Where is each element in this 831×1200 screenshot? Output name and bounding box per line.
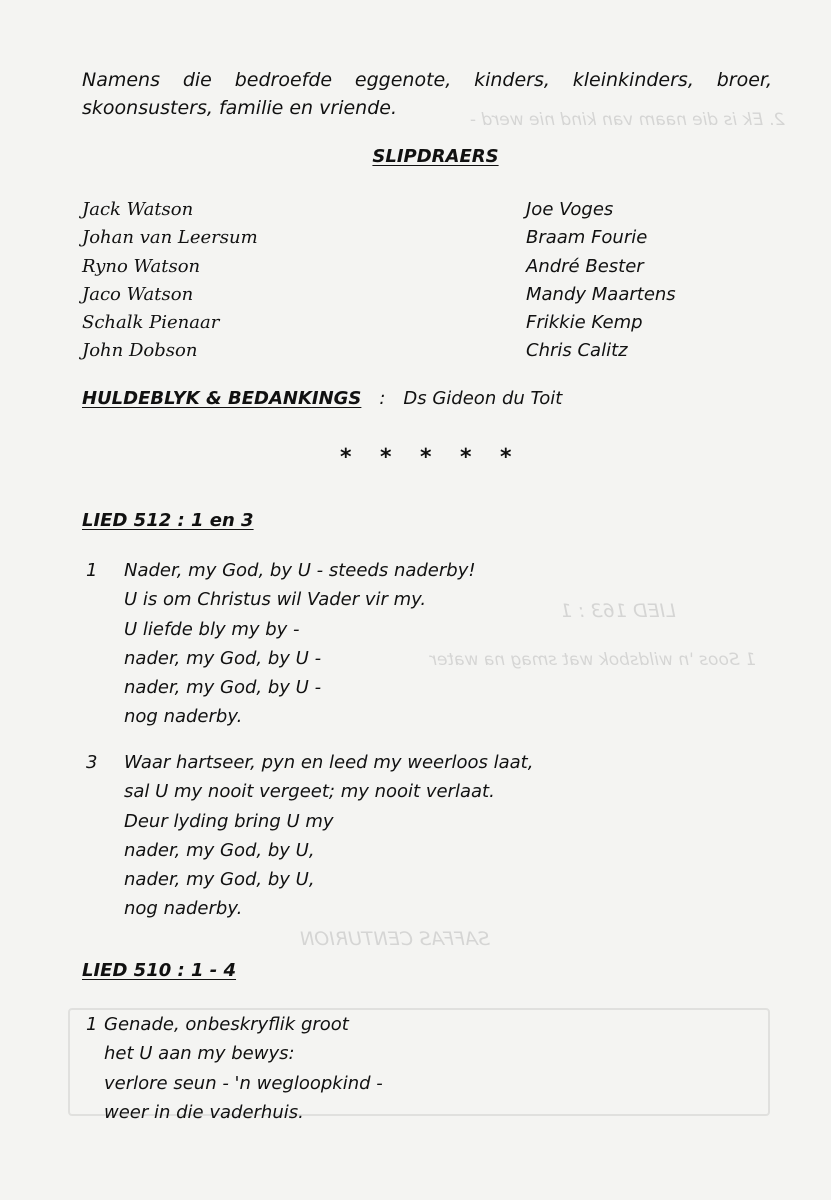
- hymn-verse: [86, 748, 533, 924]
- verse-line: Waar hartseer, pyn en leed my weerloos laat,: [124, 752, 534, 773]
- verse-line: het U aan my bewys:: [104, 1043, 295, 1065]
- verse-line: U is om Christus wil Vader vir my.: [124, 589, 427, 611]
- verse-line: U liefde bly my by -: [124, 618, 300, 640]
- tribute-separator: :: [379, 388, 386, 409]
- verse-line: sal U my nooit vergeet; my nooit verlaat.: [124, 781, 495, 803]
- pallbearer-name: Mandy Maartens: [526, 283, 676, 305]
- show-through-text: SAFFAS CENTURION: [300, 928, 490, 950]
- verse-line: nog naderby.: [124, 706, 243, 728]
- hymn-verse: [86, 1010, 383, 1127]
- divider-star: *: [460, 445, 472, 470]
- tribute-heading: HULDEBLYK & BEDANKINGS: [82, 388, 362, 409]
- verse-line: nog naderby.: [124, 898, 243, 920]
- verse-line: nader, my God, by U,: [124, 869, 315, 891]
- hymn-verse: [86, 556, 476, 732]
- verse-line: weer in die vaderhuis.: [104, 1101, 304, 1123]
- divider-star: *: [340, 445, 352, 470]
- pallbearer-name: Johan van Leersum: [82, 227, 258, 249]
- divider-star: *: [420, 445, 432, 470]
- hymn-title: LIED 510 : 1 - 4: [82, 960, 237, 981]
- pallbearers-right-list: [526, 196, 676, 366]
- verse-line: verlore seun - 'n wegloopkind -: [104, 1072, 383, 1094]
- pallbearer-name: Jack Watson: [82, 199, 194, 220]
- verse-line: nader, my God, by U,: [124, 839, 315, 861]
- show-through-text: 2. Ek is die naam van kind nie werd -: [470, 110, 785, 130]
- intro-text: Namens die bedroefde eggenote, kinders, kleinkinders, broer, skoonsusters, familie en vriende.: [82, 69, 772, 119]
- pallbearer-name: Braam Fourie: [526, 227, 648, 249]
- tribute-line: [82, 388, 562, 409]
- verse-line: Deur lyding bring U my: [124, 810, 334, 832]
- verse-number: 1: [86, 560, 98, 581]
- verse-line: nader, my God, by U -: [124, 647, 322, 669]
- pallbearer-name: John Dobson: [82, 340, 198, 362]
- show-through-text: LIED 163 : 1: [560, 600, 676, 622]
- verse-line: Nader, my God, by U - steeds naderby!: [124, 560, 476, 581]
- pallbearer-name: Jaco Watson: [82, 283, 194, 305]
- show-through-text: 1 Soos 'n wildsbok wat smag na water: [430, 650, 756, 670]
- divider-star: *: [380, 445, 392, 470]
- pallbearer-name: Frikkie Kemp: [526, 312, 643, 334]
- tribute-speaker: Ds Gideon du Toit: [403, 388, 563, 409]
- verse-number: 3: [86, 752, 98, 773]
- verse-number: 1: [86, 1014, 98, 1035]
- star-divider: [340, 445, 540, 470]
- verse-line: Genade, onbeskryflik groot: [104, 1014, 349, 1035]
- pallbearer-name: André Bester: [526, 255, 644, 277]
- pallbearers-heading: SLIPDRAERS: [372, 146, 499, 167]
- pallbearer-name: Schalk Pienaar: [82, 312, 220, 334]
- pallbearers-left-list: [82, 196, 258, 366]
- verse-line: nader, my God, by U -: [124, 677, 322, 699]
- pallbearer-name: Ryno Watson: [82, 255, 201, 277]
- pallbearer-name: Joe Voges: [526, 199, 614, 220]
- divider-star: *: [500, 445, 512, 470]
- pallbearer-name: Chris Calitz: [526, 340, 628, 362]
- hymn-title: LIED 512 : 1 en 3: [82, 510, 254, 531]
